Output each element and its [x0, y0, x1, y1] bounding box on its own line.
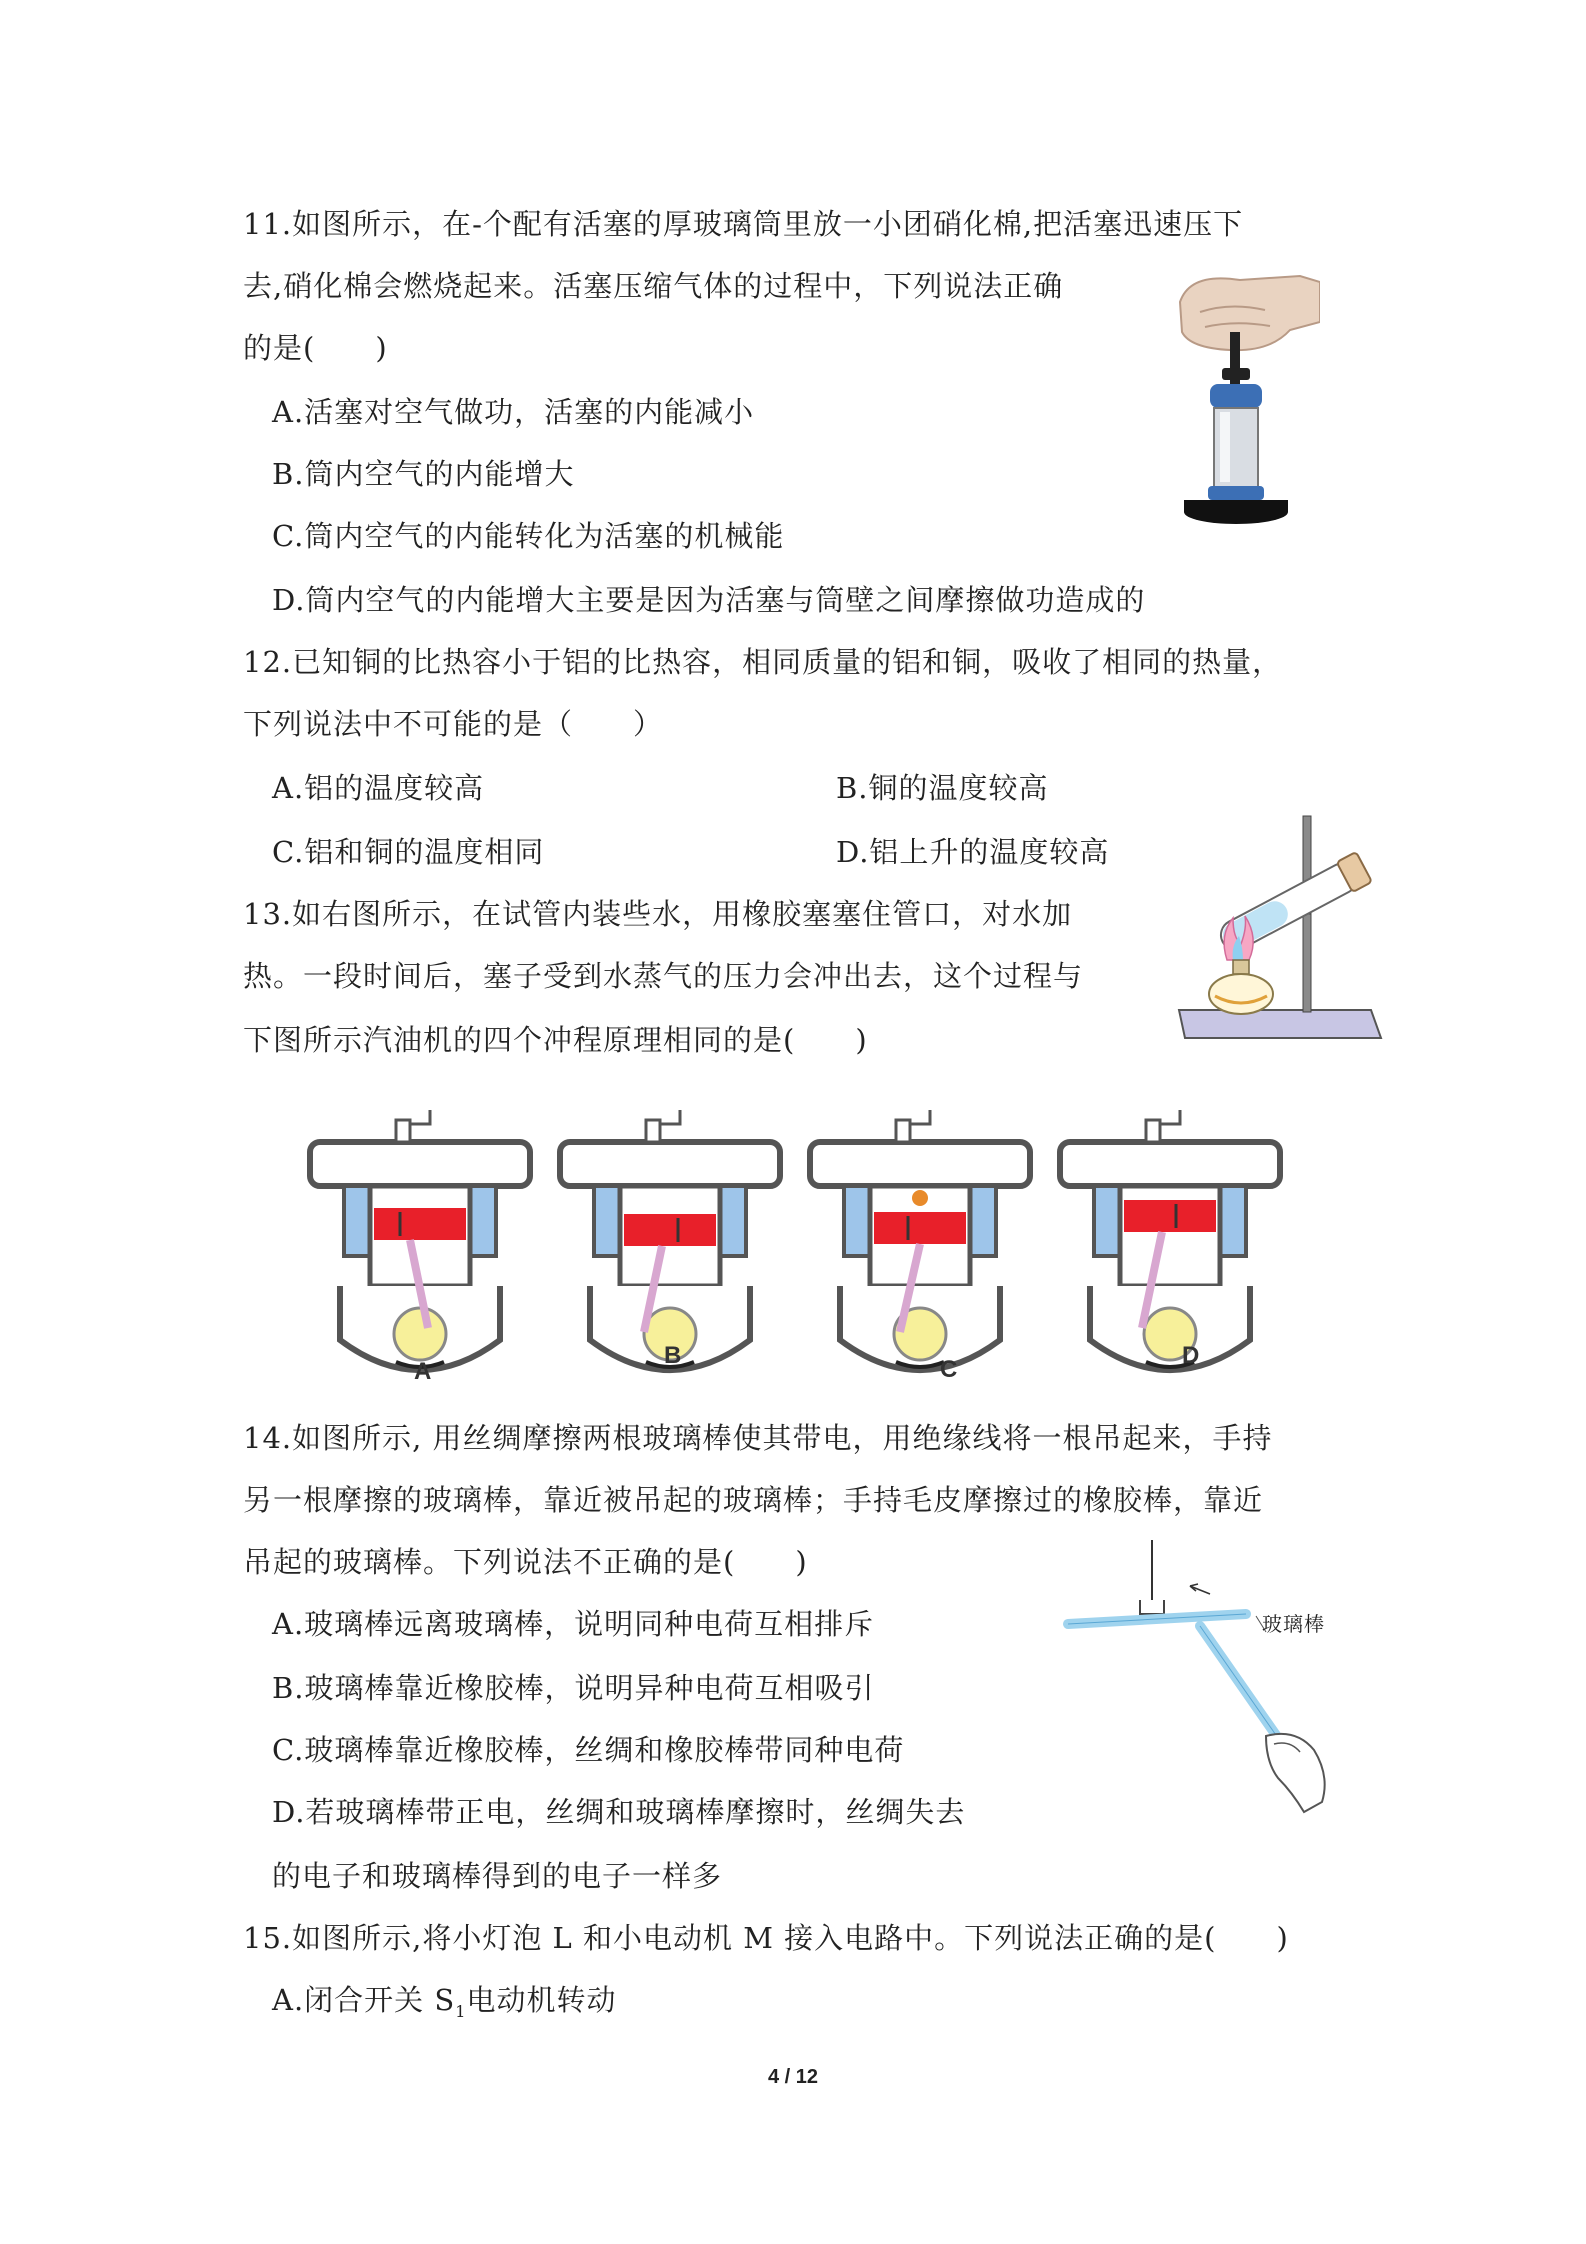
- q11-option-a: A.活塞对空气做功，活塞的内能减小: [272, 395, 755, 429]
- q11-stem-line3: 的是( ): [243, 331, 388, 365]
- q15-stem-line1: 15.如图所示,将小灯泡 L 和小电动机 M 接入电路中。下列说法正确的是( ): [243, 1921, 1289, 1955]
- q11-stem-line1: 11.如图所示，在-个配有活塞的厚玻璃筒里放一小团硝化棉,把活塞迅速压下: [243, 207, 1244, 241]
- q11-option-b: B.筒内空气的内能增大: [272, 457, 575, 491]
- q11-stem-line2: 去,硝化棉会燃烧起来。活塞压缩气体的过程中，下列说法正确: [243, 269, 1064, 303]
- page-number: 4 / 12: [767, 2066, 819, 2088]
- q12-stem-line2: 下列说法中不可能的是（ ）: [243, 707, 664, 741]
- glass-rod-label: 玻璃棒: [1262, 1612, 1325, 1636]
- piston-cylinder-figure: [1170, 272, 1320, 532]
- engine-label-d: D: [1182, 1342, 1200, 1369]
- engine-label-c: C: [940, 1356, 958, 1383]
- q15-switch-subscript: 1: [455, 2001, 467, 2021]
- engine-strokes-figure: [300, 1100, 1300, 1400]
- q13-stem-line1: 13.如右图所示，在试管内装些水，用橡胶塞塞住管口，对水加: [243, 897, 1073, 931]
- q14-option-a: A.玻璃棒远离玻璃棒，说明同种电荷互相排斥: [272, 1607, 875, 1641]
- q11-option-d: D.筒内空气的内能增大主要是因为活塞与筒壁之间摩擦做功造成的: [272, 583, 1146, 617]
- q14-stem-line3: 吊起的玻璃棒。下列说法不正确的是( ): [243, 1545, 808, 1579]
- q14-option-c: C.玻璃棒靠近橡胶棒，丝绸和橡胶棒带同种电荷: [272, 1733, 905, 1767]
- q14-option-d: D.若玻璃棒带正电，丝绸和玻璃棒摩擦时，丝绸失去: [272, 1795, 966, 1829]
- q12-option-a: A.铝的温度较高: [272, 771, 485, 805]
- q13-stem-line2: 热。一段时间后，塞子受到水蒸气的压力会冲出去，这个过程与: [243, 959, 1084, 993]
- q14-option-d-continued: 的电子和玻璃棒得到的电子一样多: [272, 1859, 723, 1893]
- q12-option-d: D.铝上升的温度较高: [836, 835, 1110, 869]
- q11-option-c: C.筒内空气的内能转化为活塞的机械能: [272, 519, 785, 553]
- q14-stem-line2: 另一根摩擦的玻璃棒，靠近被吊起的玻璃棒；手持毛皮摩擦过的橡胶棒，靠近: [243, 1483, 1264, 1517]
- test-tube-heating-figure: [1175, 810, 1385, 1042]
- glass-rod-figure: [1060, 1540, 1360, 1820]
- engine-label-b: B: [664, 1342, 682, 1369]
- q14-option-b: B.玻璃棒靠近橡胶棒，说明异种电荷互相吸引: [272, 1671, 875, 1705]
- engine-label-a: A: [414, 1358, 432, 1385]
- q12-stem-line1: 12.已知铜的比热容小于铝的比热容，相同质量的铝和铜，吸收了相同的热量，: [243, 645, 1283, 679]
- q13-stem-line3: 下图所示汽油机的四个冲程原理相同的是( ): [243, 1023, 868, 1057]
- q15-option-a: [272, 1980, 616, 2032]
- q14-stem-line1: 14.如图所示, 用丝绸摩擦两根玻璃棒使其带电，用绝缘线将一根吊起来，手持: [243, 1421, 1273, 1455]
- q15-option-a-suffix: 电动机转动: [466, 1983, 617, 2017]
- q12-option-b: B.铜的温度较高: [836, 771, 1049, 805]
- q15-option-a-prefix: A.闭合开关 S: [272, 1983, 456, 2017]
- q12-option-c: C.铝和铜的温度相同: [272, 835, 545, 869]
